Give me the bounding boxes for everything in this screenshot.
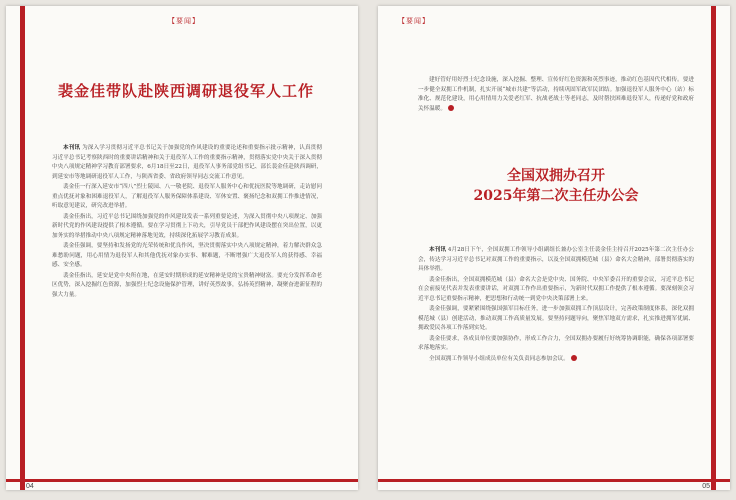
page-number: 05 <box>702 483 710 490</box>
article-body <box>418 246 694 365</box>
article-body <box>52 144 322 301</box>
paragraph: 本刊讯 4月28日下午，全国双拥工作领导小组副组长兼办公室主任裴金佳主持召开2025年第二次主任办公会，传达学习习近平总书记对双拥工作的重要指示，以及全国双拥模范城（县）命名大会精神，部署贯彻落实的具体举措。 <box>418 247 694 272</box>
right-page <box>378 6 730 490</box>
continued-body <box>418 76 694 115</box>
paragraph: 裴金佳指出，习近平总书记围绕加强党的作风建设发表一系列重要论述，为深入贯彻中央八项规定、加强新时代党的作风建设提供了根本遵循。要在学习贯彻上下功夫，引导党员干部把作风建设摆在突出位置，以更加务实的举措推动中央八项规定精神落地见效，持续深化拓展学习教育成果。 <box>52 213 322 239</box>
end-mark-icon <box>571 355 577 361</box>
bottom-red-rule <box>378 479 730 482</box>
paragraph: 全国双拥工作领导小组成员单位有关负责同志参加会议。 <box>418 355 694 365</box>
lead-label: 本刊讯 <box>429 247 447 253</box>
paragraph: 裴金佳要求，各成员单位要加强协作，形成工作合力，全国双拥办要履行好统筹协调职能，确保各项部署要求落地落实。 <box>418 335 694 351</box>
left-page <box>6 6 358 490</box>
section-tag: 【要闻】 <box>168 18 200 25</box>
end-mark-icon <box>448 105 454 111</box>
paragraph: 裴金佳指出，延安是党中央所在地，在延安时期形成的延安精神是党的宝贵精神财富。要充分发挥革命老区优势，深入挖掘红色资源，加强烈士纪念设施保护管理，讲好英烈故事，弘扬英烈精神，凝聚奋进新征程的强大力量。 <box>52 272 322 298</box>
lead-label: 本刊讯 <box>63 145 81 151</box>
right-margin-red-bar <box>711 6 716 490</box>
article-title <box>418 166 694 206</box>
paragraph: 裴金佳指出，全国双拥模范城（县）命名大会是党中央、国务院、中央军委召开的重要会议，习近平总书记在会前接见代表并发表重要讲话，对双拥工作作出重要指示，为新时代双拥工作提供了根本遵循。要深刻领会习近平总书记重要指示精神，把思想和行动统一到党中央决策部署上来。 <box>418 276 694 302</box>
paragraph: 裴金佳强调，要紧紧围绕强国强军目标任务，进一步加强双拥工作顶层设计，完善政策制度体系，深化双拥模范城（县）创建活动，推动双拥工作高质量发展。要坚持问题导向，聚焦军地双方需求，扎实推进拥军优属、拥政爱民各项工作落到实处。 <box>418 306 694 331</box>
article-title: 裴金佳带队赴陕西调研退役军人工作 <box>57 82 314 100</box>
page-number: 04 <box>26 483 34 490</box>
paragraph: 裴金佳强调，要坚持和发扬党的光荣传统和优良作风，坚决贯彻落实中央八项规定精神，着力解决群众急难愁盼问题，用心用情为退役军人和其他优抚对象办实事、解难题，不断增强广大退役军人的获得感、幸福感、安全感。 <box>52 243 322 268</box>
title-line-1: 全国双拥办召开 <box>507 168 605 184</box>
paragraph: 裴金佳一行深入延安市“四八”烈士陵园、八一敬老院、退役军人服务中心和优抚医院等地调研，走访慰问重点优抚对象和困难退役军人，了解退役军人服务保障体系建设、军休安置、褒扬纪念和双拥工作推进情况，听取意见建议，研究改进举措。 <box>52 184 322 209</box>
title-line-2: 2025年第二次主任办公会 <box>473 188 639 204</box>
section-tag: 【要闻】 <box>398 18 430 25</box>
paragraph: 本刊讯 为深入学习贯彻习近平总书记关于加强党的作风建设的重要论述和重要指示批示精神，认真贯彻习近平总书记考察陕西时的重要讲话精神和关于退役军人工作的重要指示精神，贯彻落实党中央关于深入贯彻中央八项规定精神学习教育部署要求，6月18日至22日，退役军人事务部党组书记、部长裴金佳赴陕西调研，到延安市等地调研退役军人工作，与陕西省委、省政府领导同志交流工作意见。 <box>52 145 322 180</box>
left-margin-red-bar <box>20 6 25 490</box>
bottom-red-rule <box>6 479 358 482</box>
paragraph: 建好管好用好烈士纪念设施，深入挖掘、整理、宣传好红色资源和英烈事迹，推动红色基因代代相传。要进一步健全双拥工作机制，扎实开展“城市共建”等活动，持续巩固军政军民团结。加强退役军人服务中心（站）标准化、规范化建设，用心用情用力关爱老红军、抗战老战士等老同志，及时帮扶困难退役军人，传递好党和政府关怀温暖。 <box>418 77 694 112</box>
